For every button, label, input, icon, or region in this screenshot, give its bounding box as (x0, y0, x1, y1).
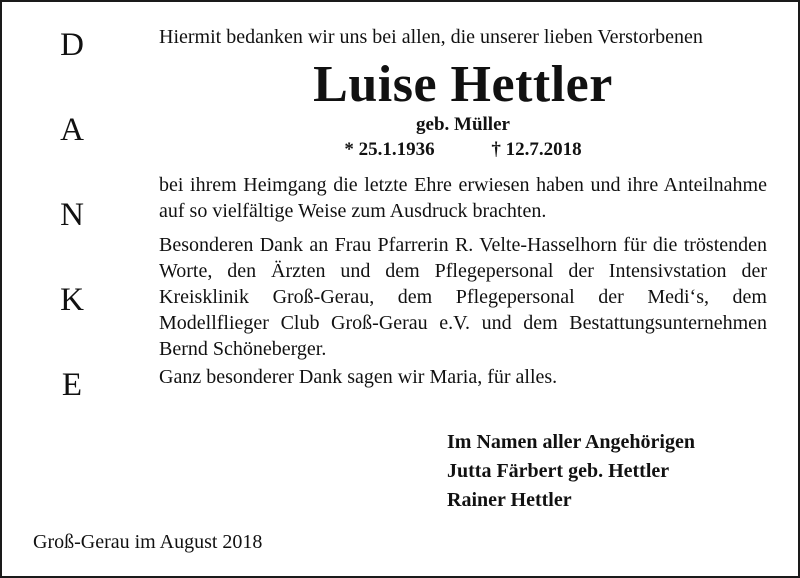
danke-letter: N (60, 197, 84, 233)
notice-body (159, 24, 767, 390)
intro-text: Hiermit bedanken wir uns bei allen, die unserer lieben Verstorbenen (159, 26, 703, 48)
thanks-paragraph: bei ihrem Heimgang die letzte Ehre erwiesen haben und ihre Anteilnahme auf so vielfältige Weise zum Ausdruck brachten. (159, 174, 767, 222)
danke-letter: K (60, 282, 84, 318)
signature-line: Rainer Hettler (447, 489, 572, 511)
danke-letter: E (61, 367, 83, 403)
birth-name: geb. Müller (416, 114, 510, 135)
signature-line: Jutta Färbert geb. Hettler (447, 460, 670, 482)
closing-thanks-paragraph: Ganz besonderer Dank sagen wir Maria, für alles. (159, 366, 558, 388)
birth-date: * 25.1.1936 (344, 139, 435, 160)
danke-letter: A (60, 112, 84, 148)
life-dates (159, 138, 767, 162)
signature-line: Im Namen aller Angehörigen (447, 431, 695, 453)
deceased-name: Luise Hettler (313, 56, 613, 113)
place-date: Groß-Gerau im August 2018 (33, 531, 263, 553)
special-thanks-paragraph: Besonderen Dank an Frau Pfarrerin R. Velte-Hasselhorn für die tröstenden Worte, den Ärzten und dem Pflegepersonal der Intensivstation der Kreisklinik Groß-Gerau, dem Pflegepersonal der Medi‘s, dem Modellflieger Club Groß-Gerau e.V. und dem Bestattungsunternehmen Bernd Schöneberger. (159, 234, 767, 360)
signature-block (447, 428, 695, 515)
danke-vertical-word (54, 26, 90, 451)
danke-letter: D (60, 27, 84, 63)
death-date: † 12.7.2018 (491, 139, 582, 160)
